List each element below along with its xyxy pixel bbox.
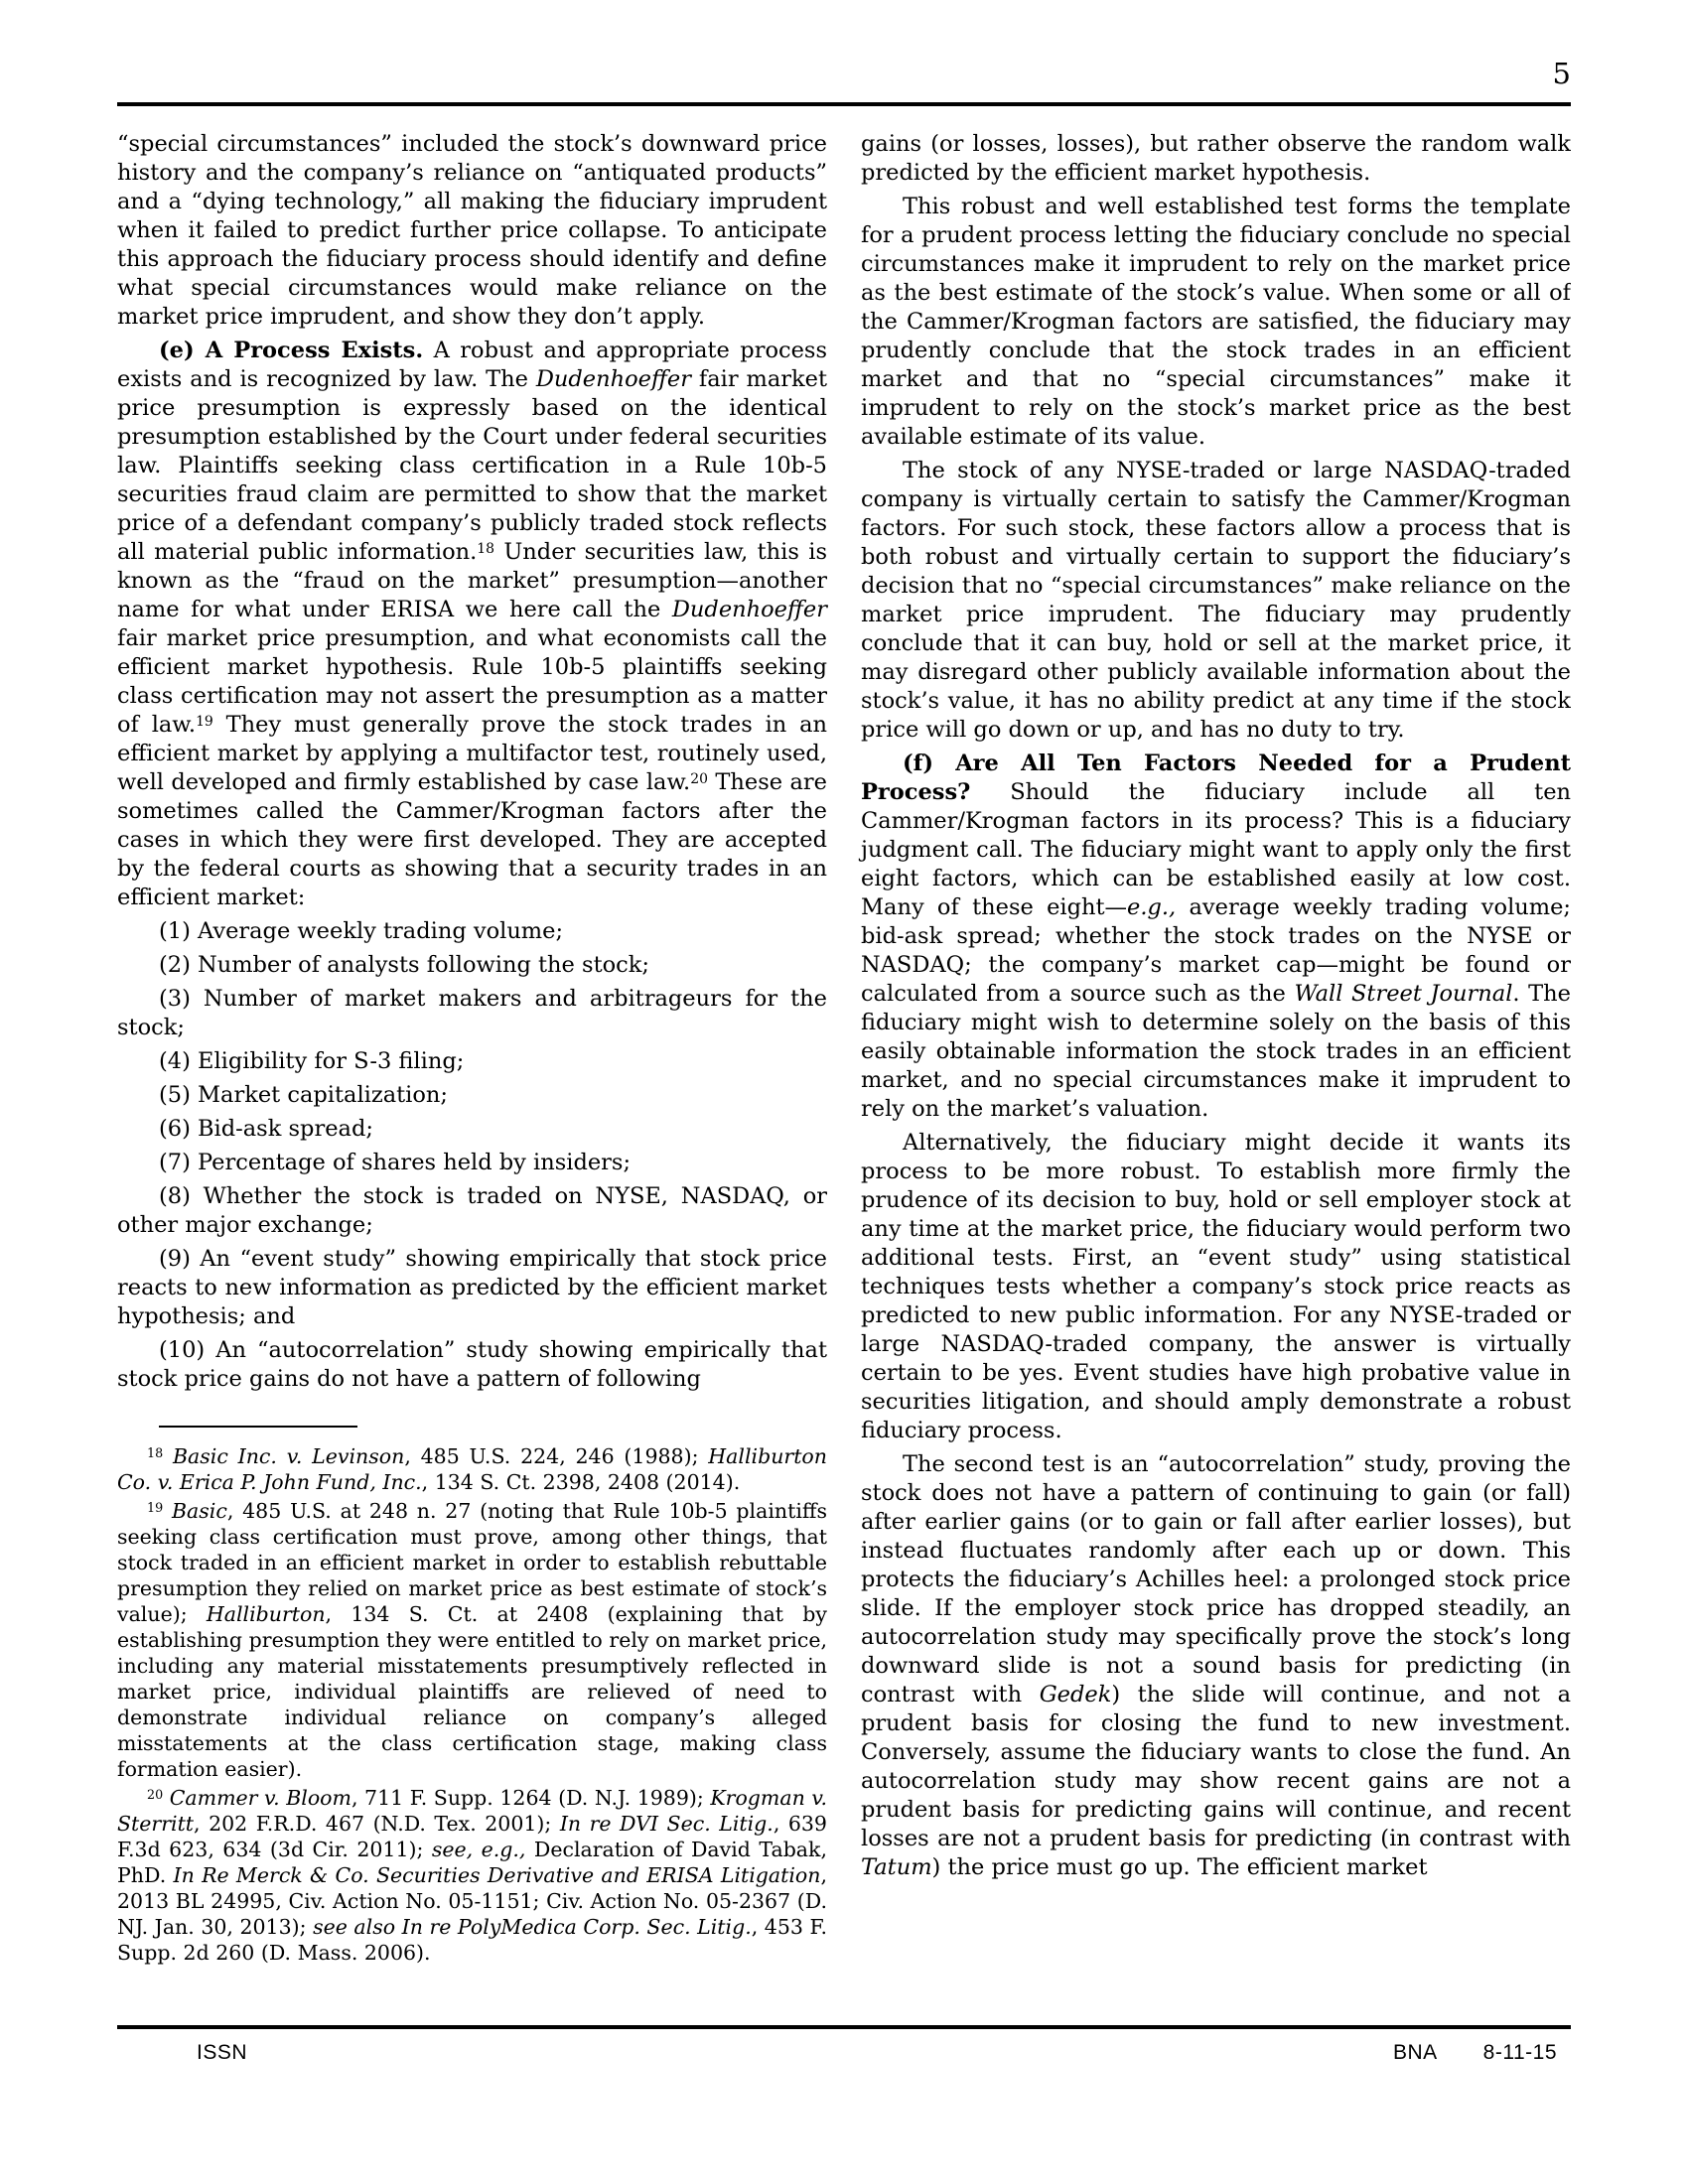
footnote-ref: 20 (690, 770, 708, 787)
footnote-ref: 18 (477, 540, 495, 557)
footnote-ref: 18 (147, 1445, 164, 1461)
left-column (117, 130, 827, 1996)
footer-right-group (1393, 2041, 1557, 2065)
footnotes (117, 1443, 827, 1966)
list-item: (5) Market capitalization; (159, 1082, 448, 1108)
page-footer (117, 2025, 1571, 2065)
footer-brand: BNA (1392, 2041, 1438, 2064)
paragraph: This robust and well established test forms the template for a prudent process letting the fiduciary conclude no special circumstances make it imprudent to rely on the market price as the best estimate of the stock’s value. When some or all of the Cammer/Krogman factors are satisfied, the fiduciary may prudently conclude that the stock trades in an efficient market and that no “special circumstances” make it imprudent to rely on the stock’s market price as the best available estimate of its value. (861, 194, 1571, 450)
list-item: (4) Eligibility for S-3 filing; (159, 1048, 465, 1074)
right-column (861, 130, 1571, 1996)
paragraph: The second test is an “autocorrelation” study, proving the stock does not have a pattern of continuing to gain (or fall) after earlier gains (or to gain or fall after earlier losses), but instead fluctuates randomly after each up or down. This protects the fiduciary’s Achilles heel: a prolonged stock price slide. If the employer stock price has dropped steadily, an autocorrelation study may specifically prove the stock’s long downward slide is not a sound basis for predicting (in contrast with Gedek) the slide will continue, and not a prudent basis for closing the fund to new investment. Conversely, assume the fiduciary wants to close the fund. An autocorrelation study may show recent gains are not a prudent basis for predicting gains will continue, and recent losses are not a prudent basis for predicting (in contrast with Tatum) the price must go up. The efficient market (861, 1451, 1571, 1880)
two-column-body (117, 130, 1571, 1996)
footnote: $^{19}$ Basic, 485 U.S. at 248 n. 27 (noting that Rule 10b-5 plaintiffs seeking class certification must prove, among other things, that stock traded in an efficient market in order to establish rebuttable presumption they relied on market price as best estimate of stock’s value); Halliburton, 134 S. Ct. at 2408 (explaining that by establishing presumption they were entitled to rely on market price, including any material misstatements presumptively reflected in market price, individual plaintiffs are relieved of need to demonstrate individual reliance on company’s alleged misstatements at the class certification stage, making class formation easier). (117, 1499, 827, 1781)
list-item: (3) Number of market makers and arbitrageurs for the stock; (117, 986, 827, 1040)
right-column-text (861, 130, 1571, 1882)
paragraph: gains (or losses, losses), but rather observe the random walk predicted by the efficient market hypothesis. (861, 131, 1571, 186)
footer-date: 8-11-15 (1482, 2041, 1557, 2064)
footnote-ref: 19 (147, 1500, 164, 1516)
footer-issn: ISSN (197, 2041, 248, 2064)
list-item: (2) Number of analysts following the stock; (159, 952, 649, 978)
paragraph: “special circumstances” included the stock’s downward price history and the company’s reliance on “antiquated products” and a “dying technology,” all making the fiduciary imprudent when it failed to predict further price collapse. To anticipate this approach the fiduciary process should identify and define what special circumstances would make reliance on the market price imprudent, and show they don’t apply. (117, 131, 827, 330)
footnote-ref: 19 (196, 713, 213, 730)
page-number: 5 (1552, 57, 1571, 90)
header-rule (117, 102, 1571, 106)
list-item: (7) Percentage of shares held by insiders; (159, 1150, 632, 1175)
footnote-ref: 20 (147, 1787, 164, 1803)
footer-row (117, 2041, 1571, 2065)
list-item: (8) Whether the stock is traded on NYSE, NASDAQ, or other major exchange; (117, 1183, 827, 1238)
paragraph: The stock of any NYSE-traded or large NASDAQ-traded company is virtually certain to satisfy the Cammer/Krogman factors. For such stock, these factors allow a process that is both robust and virtually certain to support the fiduciary’s decision that no “special circumstances” make reliance on the market price imprudent. The fiduciary may prudently conclude that it can buy, hold or sell at the market price, it may disregard other publicly available information about the stock’s value, it has no ability predict at any time if the stock price will go down or up, and has no duty to try. (861, 458, 1571, 743)
paragraph: Alternatively, the fiduciary might decide it wants its process to be more robust. To establish more firmly the prudence of its decision to buy, hold or sell employer stock at any time at the market price, the fiduciary would perform two additional tests. First, an “event study” using statistical techniques tests whether a company’s stock price reacts as predicted to new public information. For any NYSE-traded or large NASDAQ-traded company, the answer is virtually certain to be yes. Event studies have high probative value in securities litigation, and should amply demonstrate a robust fiduciary process. (861, 1130, 1571, 1443)
list-item: (10) An “autocorrelation” study showing empirically that stock price gains do not have a pattern of following (117, 1337, 827, 1392)
footnote: $^{20}$ Cammer v. Bloom, 711 F. Supp. 1264 (D. N.J. 1989); Krogman v. Sterritt, 202 F.R.D. 467 (N.D. Tex. 2001); In re DVI Sec. Litig., 639 F.3d 623, 634 (3d Cir. 2011); see, e.g., Declaration of David Tabak, PhD. In Re Merck & Co. Securities Derivative and ERISA Litigation, 2013 BL 24995, Civ. Action No. 05-1151; Civ. Action No. 05-2367 (D. NJ. Jan. 30, 2013); see also In re PolyMedica Corp. Sec. Litig., 453 F. Supp. 2d 260 (D. Mass. 2006). (117, 1786, 828, 1965)
footnote: $^{18}$ Basic Inc. v. Levinson, 485 U.S. 224, 246 (1988); Halliburton Co. v. Erica P. John Fund, Inc., 134 S. Ct. 2398, 2408 (2014). (117, 1444, 827, 1494)
left-column-text (117, 130, 827, 1394)
list-item: (9) An “event study” showing empirically that stock price reacts to new information as predicted by the efficient market hypothesis; and (117, 1246, 827, 1329)
paragraph: (f) Are All Ten Factors Needed for a Prudent Process? Should the fiduciary include all ten Cammer/Krogman factors in its process? This is a fiduciary judgment call. The fiduciary might want to apply only the first eight factors, which can be established easily at low cost. Many of these eight—e.g., average weekly trading volume; bid-ask spread; whether the stock trades on the NYSE or NASDAQ; the company’s market cap—might be found or calculated from a source such as the Wall Street Journal. The fiduciary might wish to determine solely on the basis of this easily obtainable information the stock trades in an efficient market, and no special circumstances make it imprudent to rely on the market’s valuation. (861, 751, 1571, 1122)
footnote-separator (159, 1426, 357, 1428)
footer-rule (117, 2025, 1571, 2029)
list-item: (6) Bid-ask spread; (159, 1116, 373, 1142)
paragraph: (e) A Process Exists. A robust and appropriate process exists and is recognized by law. The Dudenhoeffer fair market price presumption is expressly based on the identical presumption established by the Court under federal securities law. Plaintiffs seeking class certification in a Rule 10b-5 securities fraud claim are permitted to show that the market price of a defendant company’s publicly traded stock reflects all material public information.$^{18}$ Under securities law, this is known as the “fraud on the market” presumption—another name for what under ERISA we here call the Dudenhoeffer fair market price presumption, and what economists call the efficient market hypothesis. Rule 10b-5 plaintiffs seeking class certification may not assert the presumption as a matter of law.$^{19}$ They must generally prove the stock trades in an efficient market by applying a multifactor test, routinely used, well developed and firmly established by case law.$^{20}$ These are sometimes called the Cammer/Krogman factors after the cases in which they were first developed. They are accepted by the federal courts as showing that a security trades in an efficient market: (117, 338, 828, 910)
list-item: (1) Average weekly trading volume; (159, 918, 564, 944)
